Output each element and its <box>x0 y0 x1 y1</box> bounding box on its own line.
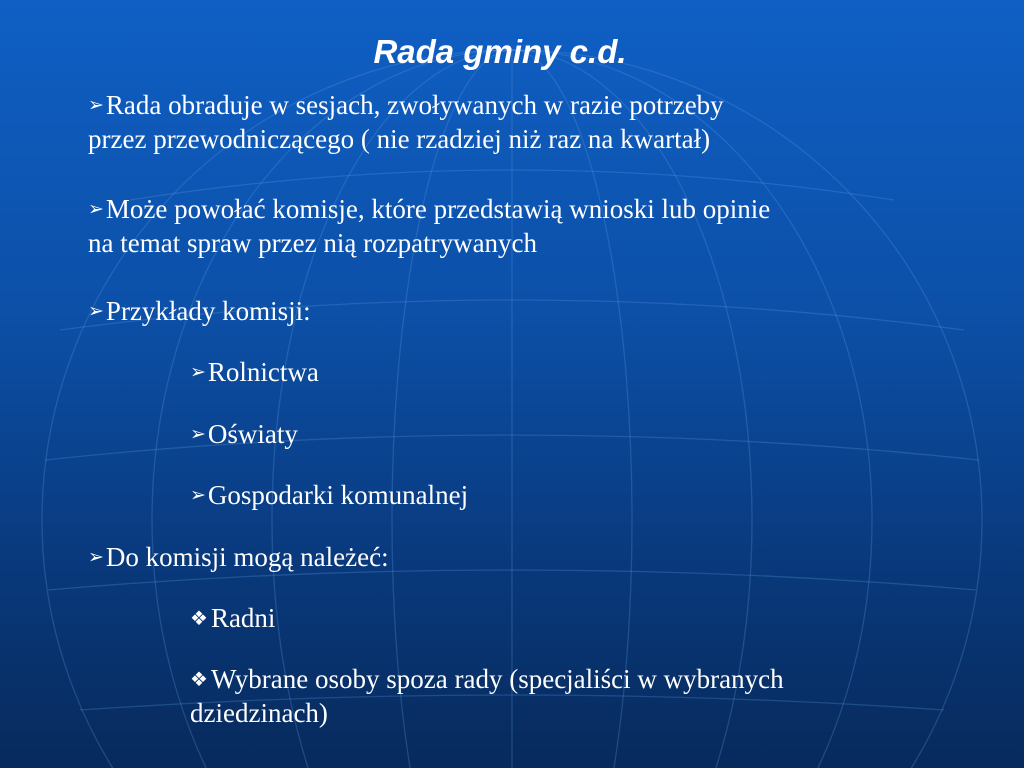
four-diamond-bullet-icon: ❖ <box>190 606 208 630</box>
sub-item-councillors <box>190 601 990 635</box>
item-text-continued: przez przewodniczącego ( nie rzadziej niż raz na kwartał) <box>88 124 711 154</box>
four-diamond-bullet-icon: ❖ <box>190 667 208 691</box>
arrowhead-bullet-icon: ➢ <box>190 484 206 506</box>
bullet-item-sessions <box>88 88 988 156</box>
arrowhead-bullet-icon: ➢ <box>88 546 104 568</box>
arrowhead-bullet-icon: ➢ <box>88 198 104 220</box>
item-text: Gospodarki komunalnej <box>207 480 469 510</box>
item-text: Radni <box>210 603 276 633</box>
sub-item-municipal-economy <box>190 478 990 512</box>
item-text: Oświaty <box>207 419 298 449</box>
item-text: Rolnictwa <box>207 357 319 387</box>
bullet-item-examples <box>88 294 988 328</box>
bullet-item-membership <box>88 540 988 574</box>
sub-item-agriculture <box>190 355 990 389</box>
item-text: Rada obraduje w sesjach, zwoływanych w razie potrzeby <box>105 90 724 120</box>
arrowhead-bullet-icon: ➢ <box>190 423 206 445</box>
item-text: Wybrane osoby spoza rady (specjaliści w wybranych <box>210 664 784 694</box>
item-text: Może powołać komisje, które przedstawią wnioski lub opinie <box>105 194 771 224</box>
sub-item-external-experts <box>190 662 990 730</box>
arrowhead-bullet-icon: ➢ <box>190 361 206 383</box>
item-text-continued: dziedzinach) <box>190 698 328 728</box>
item-text: Przykłady komisji: <box>105 296 311 326</box>
bullet-item-committees <box>88 192 988 260</box>
item-text: Do komisji mogą należeć: <box>105 542 389 572</box>
slide-title: Rada gminy c.d. <box>373 33 627 70</box>
arrowhead-bullet-icon: ➢ <box>88 300 104 322</box>
sub-item-education <box>190 417 990 451</box>
item-text-continued: na temat spraw przez nią rozpatrywanych <box>88 228 538 258</box>
arrowhead-bullet-icon: ➢ <box>88 94 104 116</box>
